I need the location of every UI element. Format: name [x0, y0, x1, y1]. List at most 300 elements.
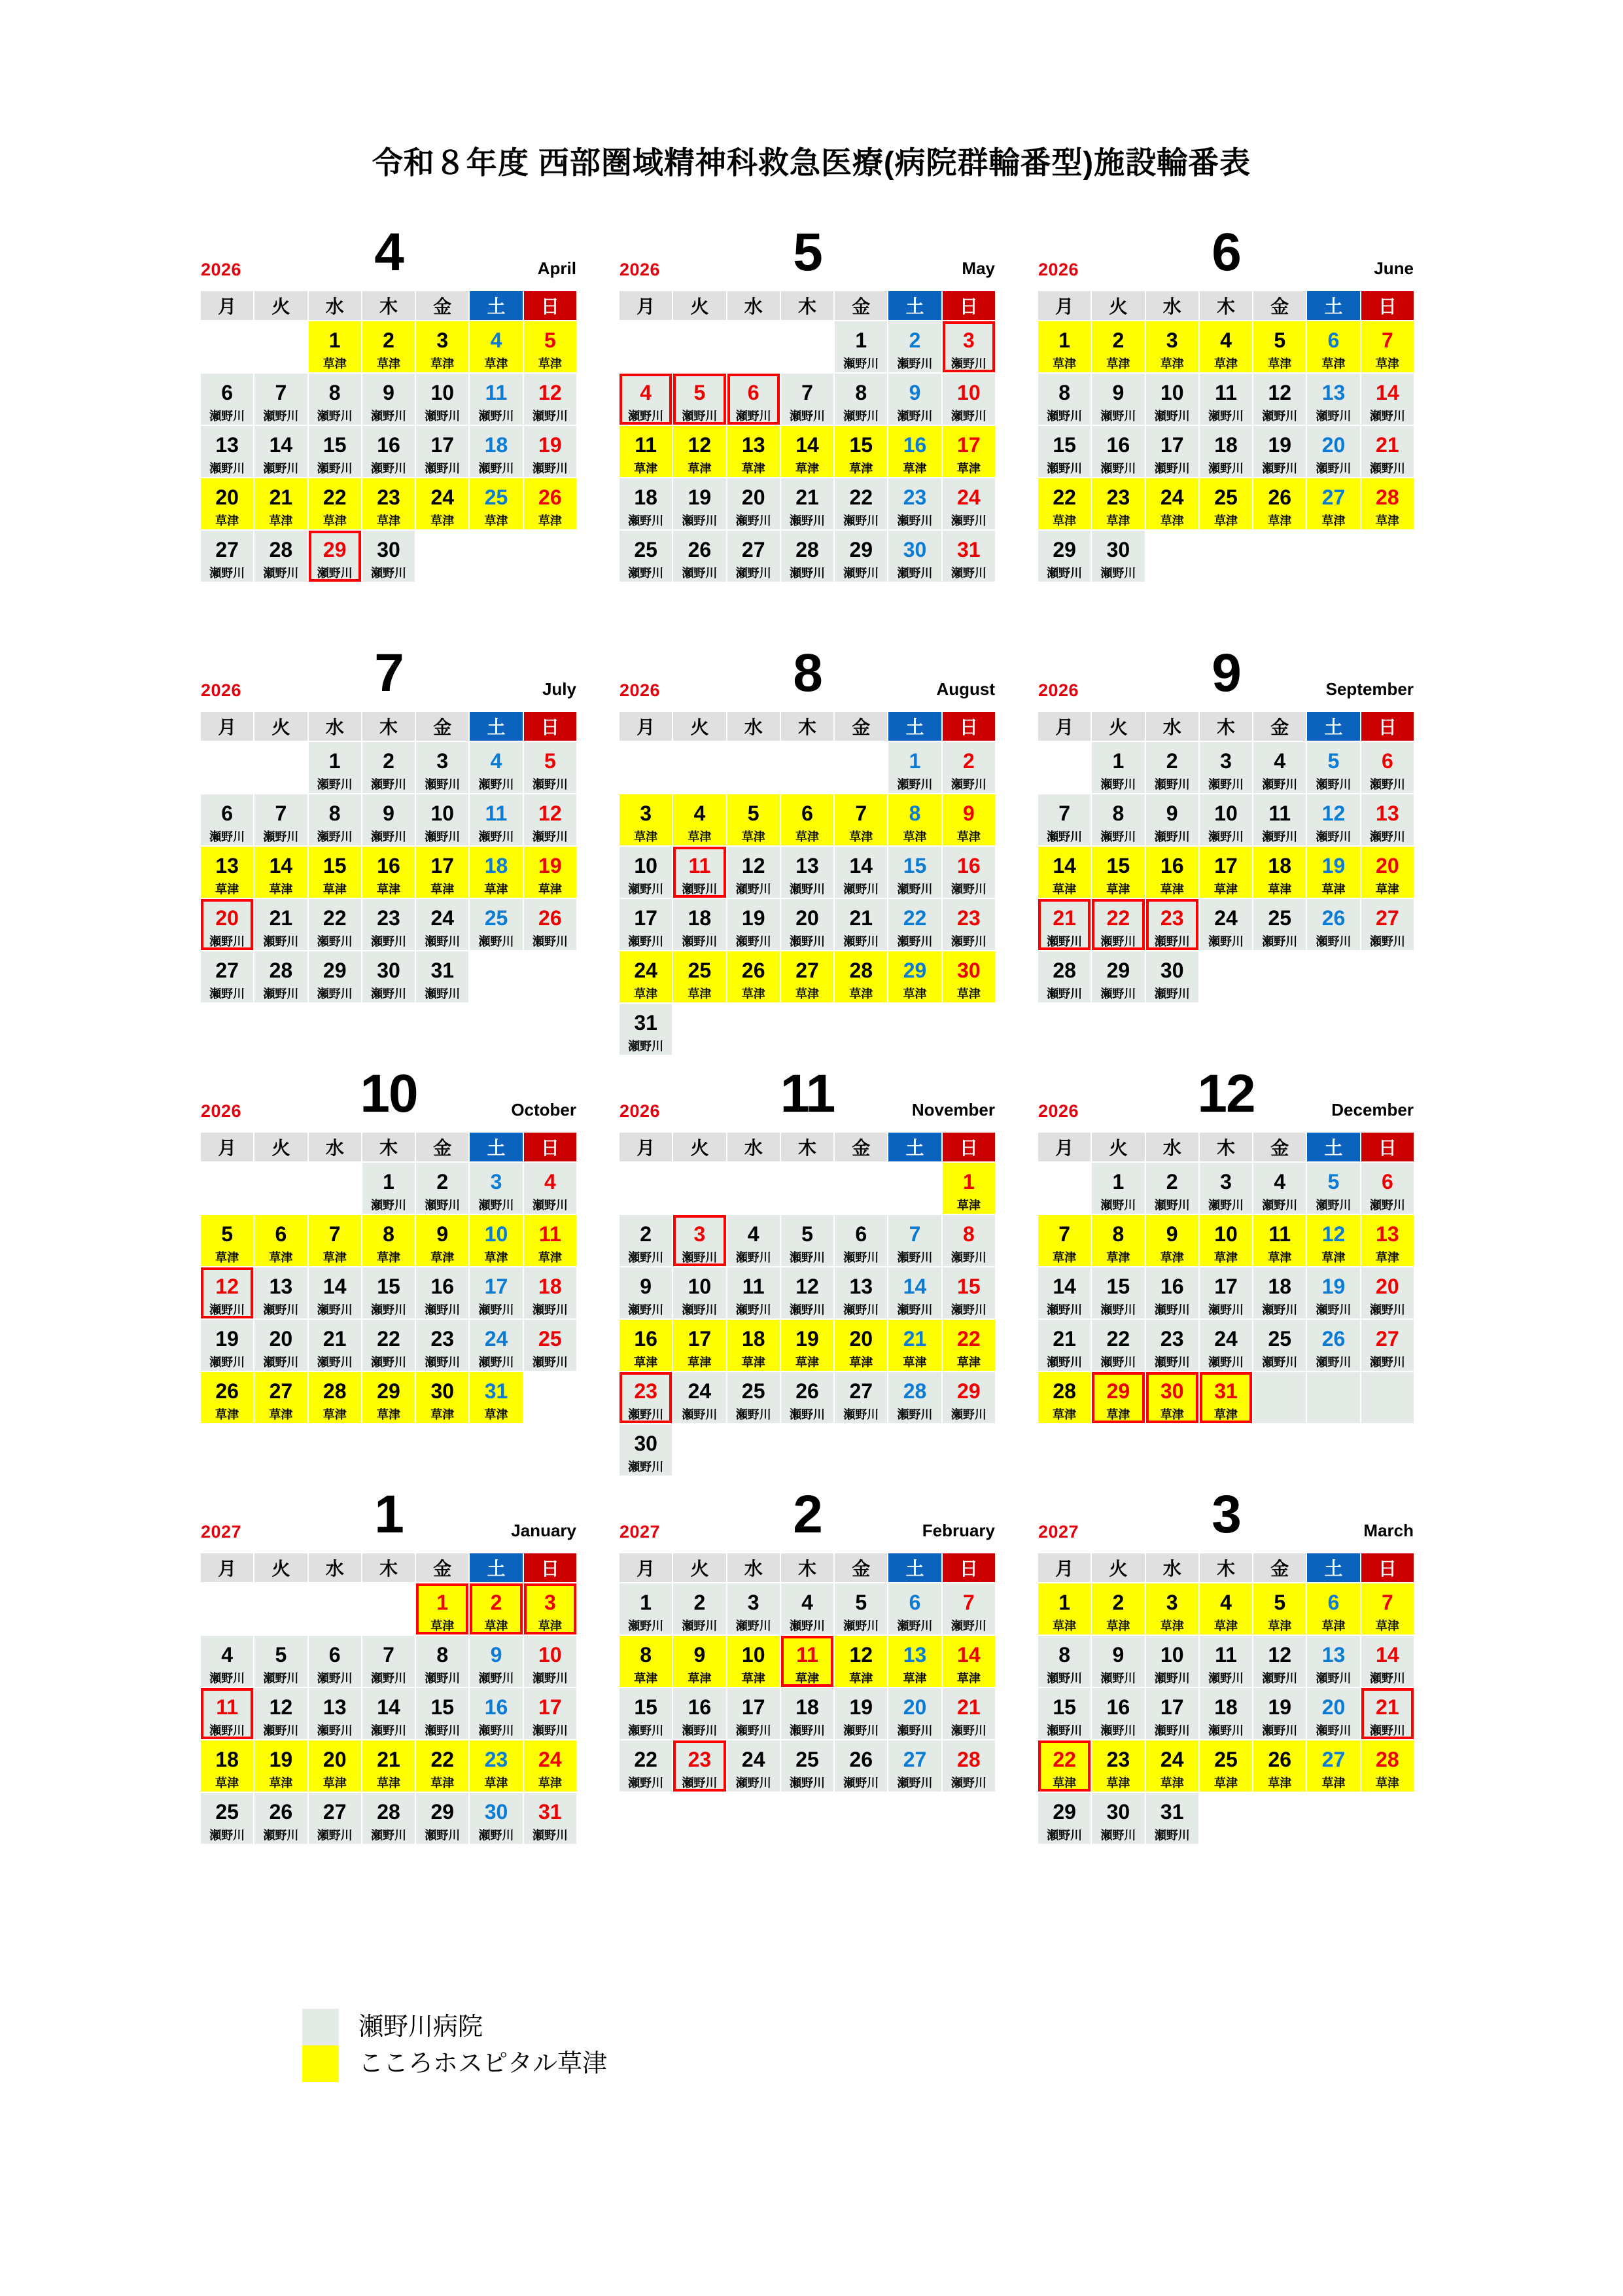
day-cell[interactable] — [727, 1267, 780, 1318]
day-cell[interactable] — [201, 426, 253, 477]
day-cell[interactable] — [1200, 321, 1252, 372]
day-cell[interactable] — [781, 426, 833, 477]
day-cell[interactable] — [1092, 374, 1144, 425]
day-cell[interactable] — [470, 794, 522, 845]
day-cell[interactable] — [888, 426, 941, 477]
day-cell[interactable] — [620, 1372, 672, 1423]
day-cell[interactable] — [254, 847, 307, 898]
day-cell[interactable] — [1361, 1215, 1414, 1266]
day-cell[interactable] — [1200, 1372, 1252, 1423]
day-cell[interactable] — [727, 1372, 780, 1423]
day-cell[interactable] — [1146, 1215, 1198, 1266]
day-cell[interactable] — [835, 321, 887, 372]
day-cell[interactable] — [1361, 1688, 1414, 1739]
day-cell[interactable] — [254, 1320, 307, 1371]
day-cell[interactable] — [943, 742, 995, 793]
day-cell[interactable] — [416, 1583, 468, 1634]
day-cell[interactable] — [835, 1267, 887, 1318]
day-cell[interactable] — [1200, 426, 1252, 477]
day-cell[interactable] — [781, 1583, 833, 1634]
day-cell[interactable] — [1200, 1163, 1252, 1214]
day-cell[interactable] — [309, 374, 361, 425]
day-cell[interactable] — [620, 478, 672, 529]
day-cell[interactable] — [254, 426, 307, 477]
day-cell[interactable] — [470, 1688, 522, 1739]
day-cell[interactable] — [1253, 899, 1306, 950]
day-cell[interactable] — [470, 847, 522, 898]
day-cell[interactable] — [1092, 1267, 1144, 1318]
day-cell[interactable] — [416, 1320, 468, 1371]
day-cell[interactable] — [524, 847, 576, 898]
day-cell[interactable] — [781, 374, 833, 425]
day-cell[interactable] — [1307, 794, 1359, 845]
day-cell[interactable] — [673, 1267, 725, 1318]
day-cell[interactable] — [1361, 847, 1414, 898]
day-cell[interactable] — [470, 321, 522, 372]
day-cell[interactable] — [201, 478, 253, 529]
day-cell[interactable] — [1038, 951, 1091, 1002]
day-cell[interactable] — [781, 531, 833, 582]
day-cell[interactable] — [943, 426, 995, 477]
day-cell[interactable] — [620, 847, 672, 898]
day-cell[interactable] — [309, 847, 361, 898]
day-cell[interactable] — [781, 794, 833, 845]
day-cell[interactable] — [524, 1583, 576, 1634]
day-cell[interactable] — [1092, 1163, 1144, 1214]
day-cell[interactable] — [835, 847, 887, 898]
day-cell[interactable] — [781, 847, 833, 898]
day-cell[interactable] — [835, 1740, 887, 1792]
day-cell[interactable] — [416, 374, 468, 425]
day-cell[interactable] — [727, 1320, 780, 1371]
day-cell[interactable] — [416, 478, 468, 529]
day-cell[interactable] — [943, 899, 995, 950]
day-cell[interactable] — [1092, 1740, 1144, 1792]
day-cell[interactable] — [1361, 899, 1414, 950]
day-cell[interactable] — [835, 1215, 887, 1266]
day-cell[interactable] — [727, 847, 780, 898]
day-cell[interactable] — [1253, 478, 1306, 529]
day-cell[interactable] — [781, 1688, 833, 1739]
day-cell[interactable] — [1146, 321, 1198, 372]
day-cell[interactable] — [1253, 374, 1306, 425]
day-cell[interactable] — [673, 374, 725, 425]
day-cell[interactable] — [1092, 478, 1144, 529]
day-cell[interactable] — [835, 1636, 887, 1687]
day-cell[interactable] — [1200, 899, 1252, 950]
day-cell[interactable] — [254, 951, 307, 1002]
day-cell[interactable] — [1038, 899, 1091, 950]
day-cell[interactable] — [1038, 374, 1091, 425]
day-cell[interactable] — [1361, 1267, 1414, 1318]
day-cell[interactable] — [1307, 1688, 1359, 1739]
day-cell[interactable] — [1146, 1163, 1198, 1214]
day-cell[interactable] — [254, 531, 307, 582]
day-cell[interactable] — [620, 899, 672, 950]
day-cell[interactable] — [835, 1688, 887, 1739]
day-cell[interactable] — [1253, 1215, 1306, 1266]
day-cell[interactable] — [470, 1372, 522, 1423]
day-cell[interactable] — [1253, 321, 1306, 372]
day-cell[interactable] — [1307, 1583, 1359, 1634]
day-cell[interactable] — [1038, 321, 1091, 372]
day-cell[interactable] — [1092, 531, 1144, 582]
day-cell[interactable] — [673, 899, 725, 950]
day-cell[interactable] — [309, 1372, 361, 1423]
day-cell[interactable] — [524, 1267, 576, 1318]
day-cell[interactable] — [524, 1215, 576, 1266]
day-cell[interactable] — [416, 1688, 468, 1739]
day-cell[interactable] — [673, 1320, 725, 1371]
day-cell[interactable] — [362, 321, 415, 372]
day-cell[interactable] — [943, 1636, 995, 1687]
day-cell[interactable] — [888, 1320, 941, 1371]
day-cell[interactable] — [888, 794, 941, 845]
day-cell[interactable] — [1146, 426, 1198, 477]
day-cell[interactable] — [416, 1163, 468, 1214]
day-cell[interactable] — [254, 374, 307, 425]
day-cell[interactable] — [1361, 742, 1414, 793]
day-cell[interactable] — [727, 951, 780, 1002]
day-cell[interactable] — [835, 1583, 887, 1634]
day-cell[interactable] — [470, 478, 522, 529]
day-cell[interactable] — [309, 321, 361, 372]
day-cell[interactable] — [524, 321, 576, 372]
day-cell[interactable] — [727, 426, 780, 477]
day-cell[interactable] — [727, 1215, 780, 1266]
day-cell[interactable] — [362, 1267, 415, 1318]
day-cell[interactable] — [362, 531, 415, 582]
day-cell[interactable] — [781, 1267, 833, 1318]
day-cell[interactable] — [1200, 1740, 1252, 1792]
day-cell[interactable] — [470, 1163, 522, 1214]
day-cell[interactable] — [1146, 899, 1198, 950]
day-cell[interactable] — [309, 1688, 361, 1739]
day-cell[interactable] — [727, 899, 780, 950]
day-cell[interactable] — [1146, 374, 1198, 425]
day-cell[interactable] — [673, 1583, 725, 1634]
day-cell[interactable] — [1200, 1320, 1252, 1371]
day-cell[interactable] — [254, 1793, 307, 1844]
day-cell[interactable] — [1038, 1636, 1091, 1687]
day-cell[interactable] — [1092, 426, 1144, 477]
day-cell[interactable] — [888, 321, 941, 372]
day-cell[interactable] — [620, 1740, 672, 1792]
day-cell[interactable] — [1361, 1163, 1414, 1214]
day-cell[interactable] — [781, 951, 833, 1002]
day-cell[interactable] — [943, 374, 995, 425]
day-cell[interactable] — [524, 426, 576, 477]
day-cell[interactable] — [470, 426, 522, 477]
day-cell[interactable] — [835, 426, 887, 477]
day-cell[interactable] — [254, 1688, 307, 1739]
day-cell[interactable] — [362, 899, 415, 950]
day-cell[interactable] — [470, 374, 522, 425]
day-cell[interactable] — [781, 1215, 833, 1266]
day-cell[interactable] — [727, 794, 780, 845]
day-cell[interactable] — [254, 1267, 307, 1318]
day-cell[interactable] — [1307, 1163, 1359, 1214]
day-cell[interactable] — [1253, 1688, 1306, 1739]
day-cell[interactable] — [1146, 1583, 1198, 1634]
day-cell[interactable] — [1200, 1267, 1252, 1318]
day-cell[interactable] — [416, 1267, 468, 1318]
day-cell[interactable] — [727, 1636, 780, 1687]
day-cell[interactable] — [1146, 478, 1198, 529]
day-cell[interactable] — [362, 794, 415, 845]
day-cell[interactable] — [1092, 847, 1144, 898]
day-cell[interactable] — [201, 794, 253, 845]
day-cell[interactable] — [1307, 1320, 1359, 1371]
day-cell[interactable] — [727, 478, 780, 529]
day-cell[interactable] — [943, 478, 995, 529]
day-cell[interactable] — [1361, 794, 1414, 845]
day-cell[interactable] — [1361, 1583, 1414, 1634]
day-cell[interactable] — [673, 478, 725, 529]
day-cell[interactable] — [620, 426, 672, 477]
day-cell[interactable] — [727, 1583, 780, 1634]
day-cell[interactable] — [781, 1636, 833, 1687]
day-cell[interactable] — [1361, 321, 1414, 372]
day-cell[interactable] — [1146, 1372, 1198, 1423]
day-cell[interactable] — [362, 1215, 415, 1266]
day-cell[interactable] — [1307, 374, 1359, 425]
day-cell[interactable] — [620, 1267, 672, 1318]
day-cell[interactable] — [309, 478, 361, 529]
day-cell[interactable] — [620, 794, 672, 845]
day-cell[interactable] — [1200, 847, 1252, 898]
day-cell[interactable] — [1361, 1740, 1414, 1792]
day-cell[interactable] — [888, 1688, 941, 1739]
day-cell[interactable] — [888, 1636, 941, 1687]
day-cell[interactable] — [309, 1793, 361, 1844]
day-cell[interactable] — [254, 794, 307, 845]
day-cell[interactable] — [362, 426, 415, 477]
day-cell[interactable] — [1200, 794, 1252, 845]
day-cell[interactable] — [416, 321, 468, 372]
day-cell[interactable] — [1200, 478, 1252, 529]
day-cell[interactable] — [943, 1740, 995, 1792]
day-cell[interactable] — [943, 1372, 995, 1423]
day-cell[interactable] — [943, 1267, 995, 1318]
day-cell[interactable] — [470, 1215, 522, 1266]
day-cell[interactable] — [888, 1372, 941, 1423]
day-cell[interactable] — [888, 847, 941, 898]
day-cell[interactable] — [416, 1740, 468, 1792]
day-cell[interactable] — [1038, 426, 1091, 477]
day-cell[interactable] — [1307, 1740, 1359, 1792]
day-cell[interactable] — [416, 847, 468, 898]
day-cell[interactable] — [1092, 1215, 1144, 1266]
day-cell[interactable] — [888, 374, 941, 425]
day-cell[interactable] — [524, 742, 576, 793]
day-cell[interactable] — [1038, 1267, 1091, 1318]
day-cell[interactable] — [1253, 1740, 1306, 1792]
day-cell[interactable] — [673, 426, 725, 477]
day-cell[interactable] — [620, 1424, 672, 1475]
day-cell[interactable] — [201, 1636, 253, 1687]
day-cell[interactable] — [1307, 899, 1359, 950]
day-cell[interactable] — [1038, 1688, 1091, 1739]
day-cell[interactable] — [673, 1636, 725, 1687]
day-cell[interactable] — [416, 794, 468, 845]
day-cell[interactable] — [1200, 1688, 1252, 1739]
day-cell[interactable] — [1038, 1740, 1091, 1792]
day-cell[interactable] — [943, 321, 995, 372]
day-cell[interactable] — [1038, 478, 1091, 529]
day-cell[interactable] — [1146, 742, 1198, 793]
day-cell[interactable] — [1253, 426, 1306, 477]
day-cell[interactable] — [620, 1320, 672, 1371]
day-cell[interactable] — [1092, 1372, 1144, 1423]
day-cell[interactable] — [524, 1793, 576, 1844]
day-cell[interactable] — [1092, 1583, 1144, 1634]
day-cell[interactable] — [1253, 742, 1306, 793]
day-cell[interactable] — [1038, 794, 1091, 845]
day-cell[interactable] — [201, 899, 253, 950]
day-cell[interactable] — [309, 1636, 361, 1687]
day-cell[interactable] — [835, 1372, 887, 1423]
day-cell[interactable] — [1200, 374, 1252, 425]
day-cell[interactable] — [524, 374, 576, 425]
day-cell[interactable] — [781, 1320, 833, 1371]
day-cell[interactable] — [835, 531, 887, 582]
day-cell[interactable] — [673, 1740, 725, 1792]
day-cell[interactable] — [309, 1215, 361, 1266]
day-cell[interactable] — [835, 478, 887, 529]
day-cell[interactable] — [888, 478, 941, 529]
day-cell[interactable] — [1092, 1793, 1144, 1844]
day-cell[interactable] — [1146, 1320, 1198, 1371]
day-cell[interactable] — [673, 531, 725, 582]
day-cell[interactable] — [1092, 951, 1144, 1002]
day-cell[interactable] — [1092, 1636, 1144, 1687]
day-cell[interactable] — [1361, 478, 1414, 529]
day-cell[interactable] — [781, 478, 833, 529]
day-cell[interactable] — [362, 1320, 415, 1371]
day-cell[interactable] — [1253, 1163, 1306, 1214]
day-cell[interactable] — [1146, 1636, 1198, 1687]
day-cell[interactable] — [254, 899, 307, 950]
day-cell[interactable] — [1253, 1636, 1306, 1687]
day-cell[interactable] — [524, 1688, 576, 1739]
day-cell[interactable] — [943, 1688, 995, 1739]
day-cell[interactable] — [943, 847, 995, 898]
day-cell[interactable] — [888, 1583, 941, 1634]
day-cell[interactable] — [1307, 847, 1359, 898]
day-cell[interactable] — [727, 374, 780, 425]
day-cell[interactable] — [620, 1004, 672, 1055]
day-cell[interactable] — [254, 1740, 307, 1792]
day-cell[interactable] — [1307, 1636, 1359, 1687]
day-cell[interactable] — [943, 1583, 995, 1634]
day-cell[interactable] — [727, 1688, 780, 1739]
day-cell[interactable] — [416, 1372, 468, 1423]
day-cell[interactable] — [781, 899, 833, 950]
day-cell[interactable] — [524, 899, 576, 950]
day-cell[interactable] — [201, 1320, 253, 1371]
day-cell[interactable] — [1200, 742, 1252, 793]
day-cell[interactable] — [888, 899, 941, 950]
day-cell[interactable] — [620, 951, 672, 1002]
day-cell[interactable] — [362, 478, 415, 529]
day-cell[interactable] — [309, 1267, 361, 1318]
day-cell[interactable] — [416, 1636, 468, 1687]
day-cell[interactable] — [835, 794, 887, 845]
day-cell[interactable] — [620, 374, 672, 425]
day-cell[interactable] — [1361, 426, 1414, 477]
day-cell[interactable] — [309, 1320, 361, 1371]
day-cell[interactable] — [309, 1740, 361, 1792]
day-cell[interactable] — [524, 1163, 576, 1214]
day-cell[interactable] — [888, 1740, 941, 1792]
day-cell[interactable] — [943, 1215, 995, 1266]
day-cell[interactable] — [309, 899, 361, 950]
day-cell[interactable] — [362, 1372, 415, 1423]
day-cell[interactable] — [470, 1320, 522, 1371]
day-cell[interactable] — [835, 899, 887, 950]
day-cell[interactable] — [254, 478, 307, 529]
day-cell[interactable] — [1038, 1215, 1091, 1266]
day-cell[interactable] — [620, 1688, 672, 1739]
day-cell[interactable] — [781, 1372, 833, 1423]
day-cell[interactable] — [888, 742, 941, 793]
day-cell[interactable] — [835, 1320, 887, 1371]
day-cell[interactable] — [1146, 1688, 1198, 1739]
day-cell[interactable] — [1092, 321, 1144, 372]
day-cell[interactable] — [943, 531, 995, 582]
day-cell[interactable] — [1361, 374, 1414, 425]
day-cell[interactable] — [620, 1215, 672, 1266]
day-cell[interactable] — [524, 794, 576, 845]
day-cell[interactable] — [416, 951, 468, 1002]
day-cell[interactable] — [943, 794, 995, 845]
day-cell[interactable] — [470, 1793, 522, 1844]
day-cell[interactable] — [201, 951, 253, 1002]
day-cell[interactable] — [1307, 321, 1359, 372]
day-cell[interactable] — [888, 951, 941, 1002]
day-cell[interactable] — [470, 1267, 522, 1318]
day-cell[interactable] — [1038, 1372, 1091, 1423]
day-cell[interactable] — [1092, 794, 1144, 845]
day-cell[interactable] — [1307, 1215, 1359, 1266]
day-cell[interactable] — [201, 374, 253, 425]
day-cell[interactable] — [943, 1320, 995, 1371]
day-cell[interactable] — [1092, 1320, 1144, 1371]
day-cell[interactable] — [201, 1793, 253, 1844]
day-cell[interactable] — [1038, 1583, 1091, 1634]
day-cell[interactable] — [416, 1215, 468, 1266]
day-cell[interactable] — [1253, 1267, 1306, 1318]
day-cell[interactable] — [362, 374, 415, 425]
day-cell[interactable] — [1253, 1583, 1306, 1634]
day-cell[interactable] — [201, 531, 253, 582]
day-cell[interactable] — [254, 1636, 307, 1687]
day-cell[interactable] — [362, 742, 415, 793]
day-cell[interactable] — [524, 1320, 576, 1371]
day-cell[interactable] — [1146, 1793, 1198, 1844]
day-cell[interactable] — [416, 1793, 468, 1844]
day-cell[interactable] — [1146, 1267, 1198, 1318]
day-cell[interactable] — [1361, 1636, 1414, 1687]
day-cell[interactable] — [1038, 1793, 1091, 1844]
day-cell[interactable] — [1253, 1320, 1306, 1371]
day-cell[interactable] — [309, 794, 361, 845]
day-cell[interactable] — [673, 951, 725, 1002]
day-cell[interactable] — [1092, 899, 1144, 950]
day-cell[interactable] — [309, 742, 361, 793]
day-cell[interactable] — [1307, 478, 1359, 529]
